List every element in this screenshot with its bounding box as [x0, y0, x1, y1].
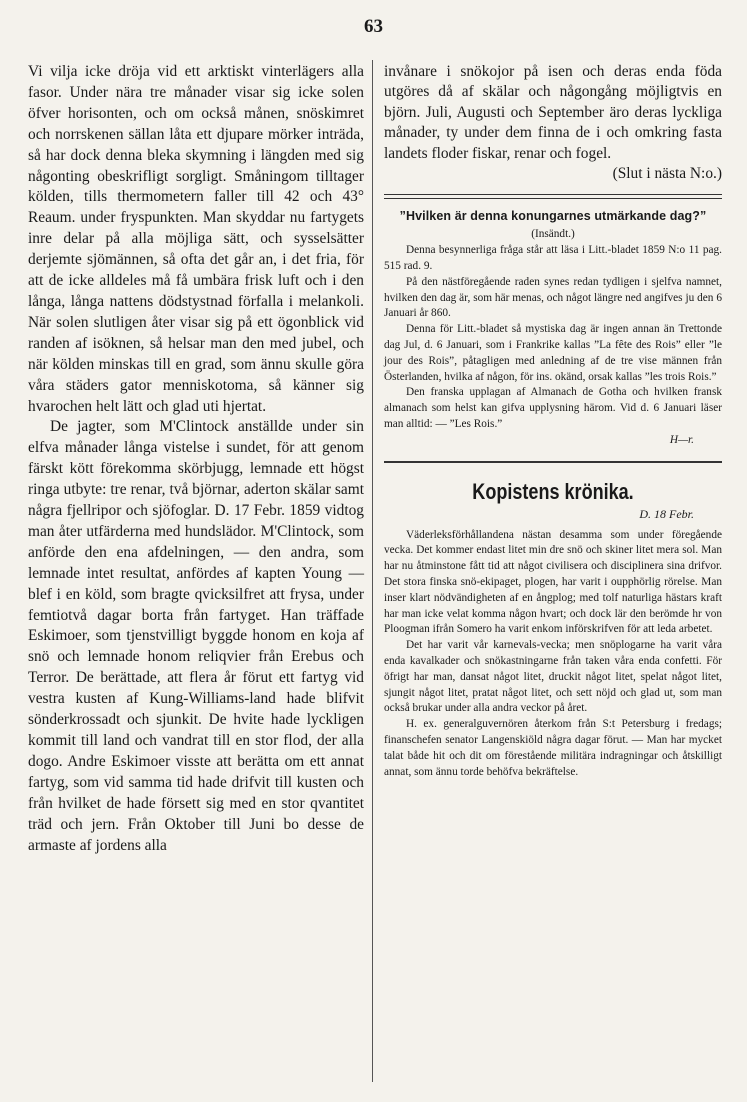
paragraph: Väderleksförhållandena nästan desamma som under föregående vecka. Det kommer endast litet min dre snö och skiner litet mera sol. Man har nu åtminstone fått tid att något civilisera och disciplinera sina drifvor. Det stora finska snö-ekipaget, plogen, har varit i oupphörlig rörelse. Man inser klart nödvändigheten af en ångplog; med tolf naturliga hästars kraft har man icke velat komma någon hvart; och dock lär den berömde hr von Ploogman ifrån Somero ha varit enkom införskrifven för att leda arbetet.: [384, 528, 722, 636]
question-article: [384, 227, 722, 448]
right-column: [384, 62, 722, 780]
paragraph: Denna för Litt.-bladet så mystiska dag är ingen annan än Trettonde dag Jul, d. 6 Januari, som i Frankrike kallas ”La fête des Rois” eller ”le jour des Rois”, påtagligen med anledning af de tre vise männen från Österlanden, hvilka af någon, för ins. okänd, orsak kallas ”les trois Rois.”: [384, 323, 722, 383]
paragraph: På den nästföregående raden synes redan tydligen i sjelfva namnet, hvilken den dag är, som här menas, och något längre ned angifves ju den 6 Januari år 860.: [384, 275, 722, 320]
chronicle-body: [384, 528, 722, 781]
section-rule-divider: [384, 461, 722, 463]
column-divider: [372, 60, 373, 1082]
paragraph: Vi vilja icke dröja vid ett arktiskt vinterlägers alla fasor. Under nära tre månader visar sig icke solen öfver horisonten, och om också månen, snöskimret och norrskenen sällan låta ett djupare mörker inträda, så har dock denna bleka skymning i längden med sig någonting obeskrifligt sorgligt. Småningom tilltager kölden, tills thermometern faller till 42 och 43° Reaum. under fryspunkten. Man skyddar nu fartygets inre delar på alla möjliga sätt, och sysselsätter derjemte sjömännen, så ofta det går an, i det fria, för att de icke alldeles må få umbära frisk luft och i den långa, långa nattens dödstystnad förfalla i melankoli. När solen slutligen åter visar sig på ett ögonblick vid randen af isöknen, så helsar man den med jubel, och när kölden minskas till en grad, som ännu skulle göra våra städers gator menniskotoma, så känner sig hvarochen helt lätt och glad uti hjertat.: [28, 63, 364, 415]
submitted-note: (Insändt.): [531, 228, 575, 241]
chronicle-title: Kopistens krönika.: [472, 478, 634, 504]
page-number: 63: [364, 16, 383, 37]
article-continuation: [384, 62, 722, 184]
question-article-title: ”Hvilken är denna konungarnes utmärkande dag?”: [399, 209, 707, 224]
chronicle-date: D. 18 Febr.: [639, 506, 694, 521]
paragraph: H. ex. generalguvernören återkom från S:t Petersburg i fredags; finanschefen senator Langenskiöld några dagar förut. — Man har mycket talat både hit och dit om förestående militära indragningar och åtskilligt annat, som ännu torde behöfva bekräftelse.: [384, 718, 722, 778]
paragraph: De jagter, som M'Clintock anställde under sin elfva månader långa vistelse i sundet, för att genom färskt kött förekomma skörbjugg, lemnade ett högst ringa utbyte: tre renar, två björnar, aderton skälar samt några fjellripor och sjöfoglar. D. 17 Febr. 1859 vidtog man åter utfärderna med hundslädor. M'Clintock, som anförde den ena afdelningen, — den andra, som lemnade intet resultat, anfördes af kapten Young — blef i en köld, som bragte qvicksilfret att frysa, under femtiotvå dagar borta från fartyget. Han träffade Eskimoer, som tjenstvilligt byggde honom en koja af snö och lemnade honom reliqvier från Erebus och Terror. De berättade, att flera år förut ett fartyg vid vestra kusten af Kung-Williams-land hade blifvit sönderkrossadt och sjunkit. De hvite hade lyckligen kommit till land och vandrat till en stor flod, der alla dogo. Andre Eskimoer visste att berätta om ett annat fartyg, som vid samma tid hade drifvit till kusten och från hvilket de hade försett sig med en stor qvantitet träd och jern. Från Oktober till Juni bo desse de armaste af jordens alla: [28, 418, 364, 854]
signature: H—r.: [669, 433, 694, 446]
serial-note: (Slut i nästa N:o.): [612, 165, 722, 183]
paragraph: invånare i snökojor på isen och deras enda föda utgöres då af skälar och någongång möjligtvis en björn. Juli, Augusti och September äro deras lyckliga månader, ty under dem finna de i och omkring fasta landets floder fiskar, renar och fogel.: [384, 63, 722, 162]
left-column: [28, 62, 364, 856]
paragraph: Denna besynnerliga fråga står att läsa i Litt.-bladet 1859 N:o 11 pag. 515 rad. 9.: [384, 244, 722, 273]
paragraph: Den franska upplagan af Almanach de Gotha och hvilken fransk almanach som helst kan gifva upplysning härom. Vid d. 6 Januari läser man alltid: — ”Les Rois.”: [384, 386, 722, 430]
double-rule-divider: [384, 194, 722, 199]
paragraph: Det har varit vår karnevals-vecka; men snöplogarne ha varit våra enda kavalkader och snökastningarne från taken våra enda confetti. För öfrigt har man, dansat något litet, druckit något litet, spelat något litet, sjungit något litet, pratat något litet, och sett nöjd och glad ut, som man också brukar under alla andra veckor på året.: [384, 639, 722, 715]
